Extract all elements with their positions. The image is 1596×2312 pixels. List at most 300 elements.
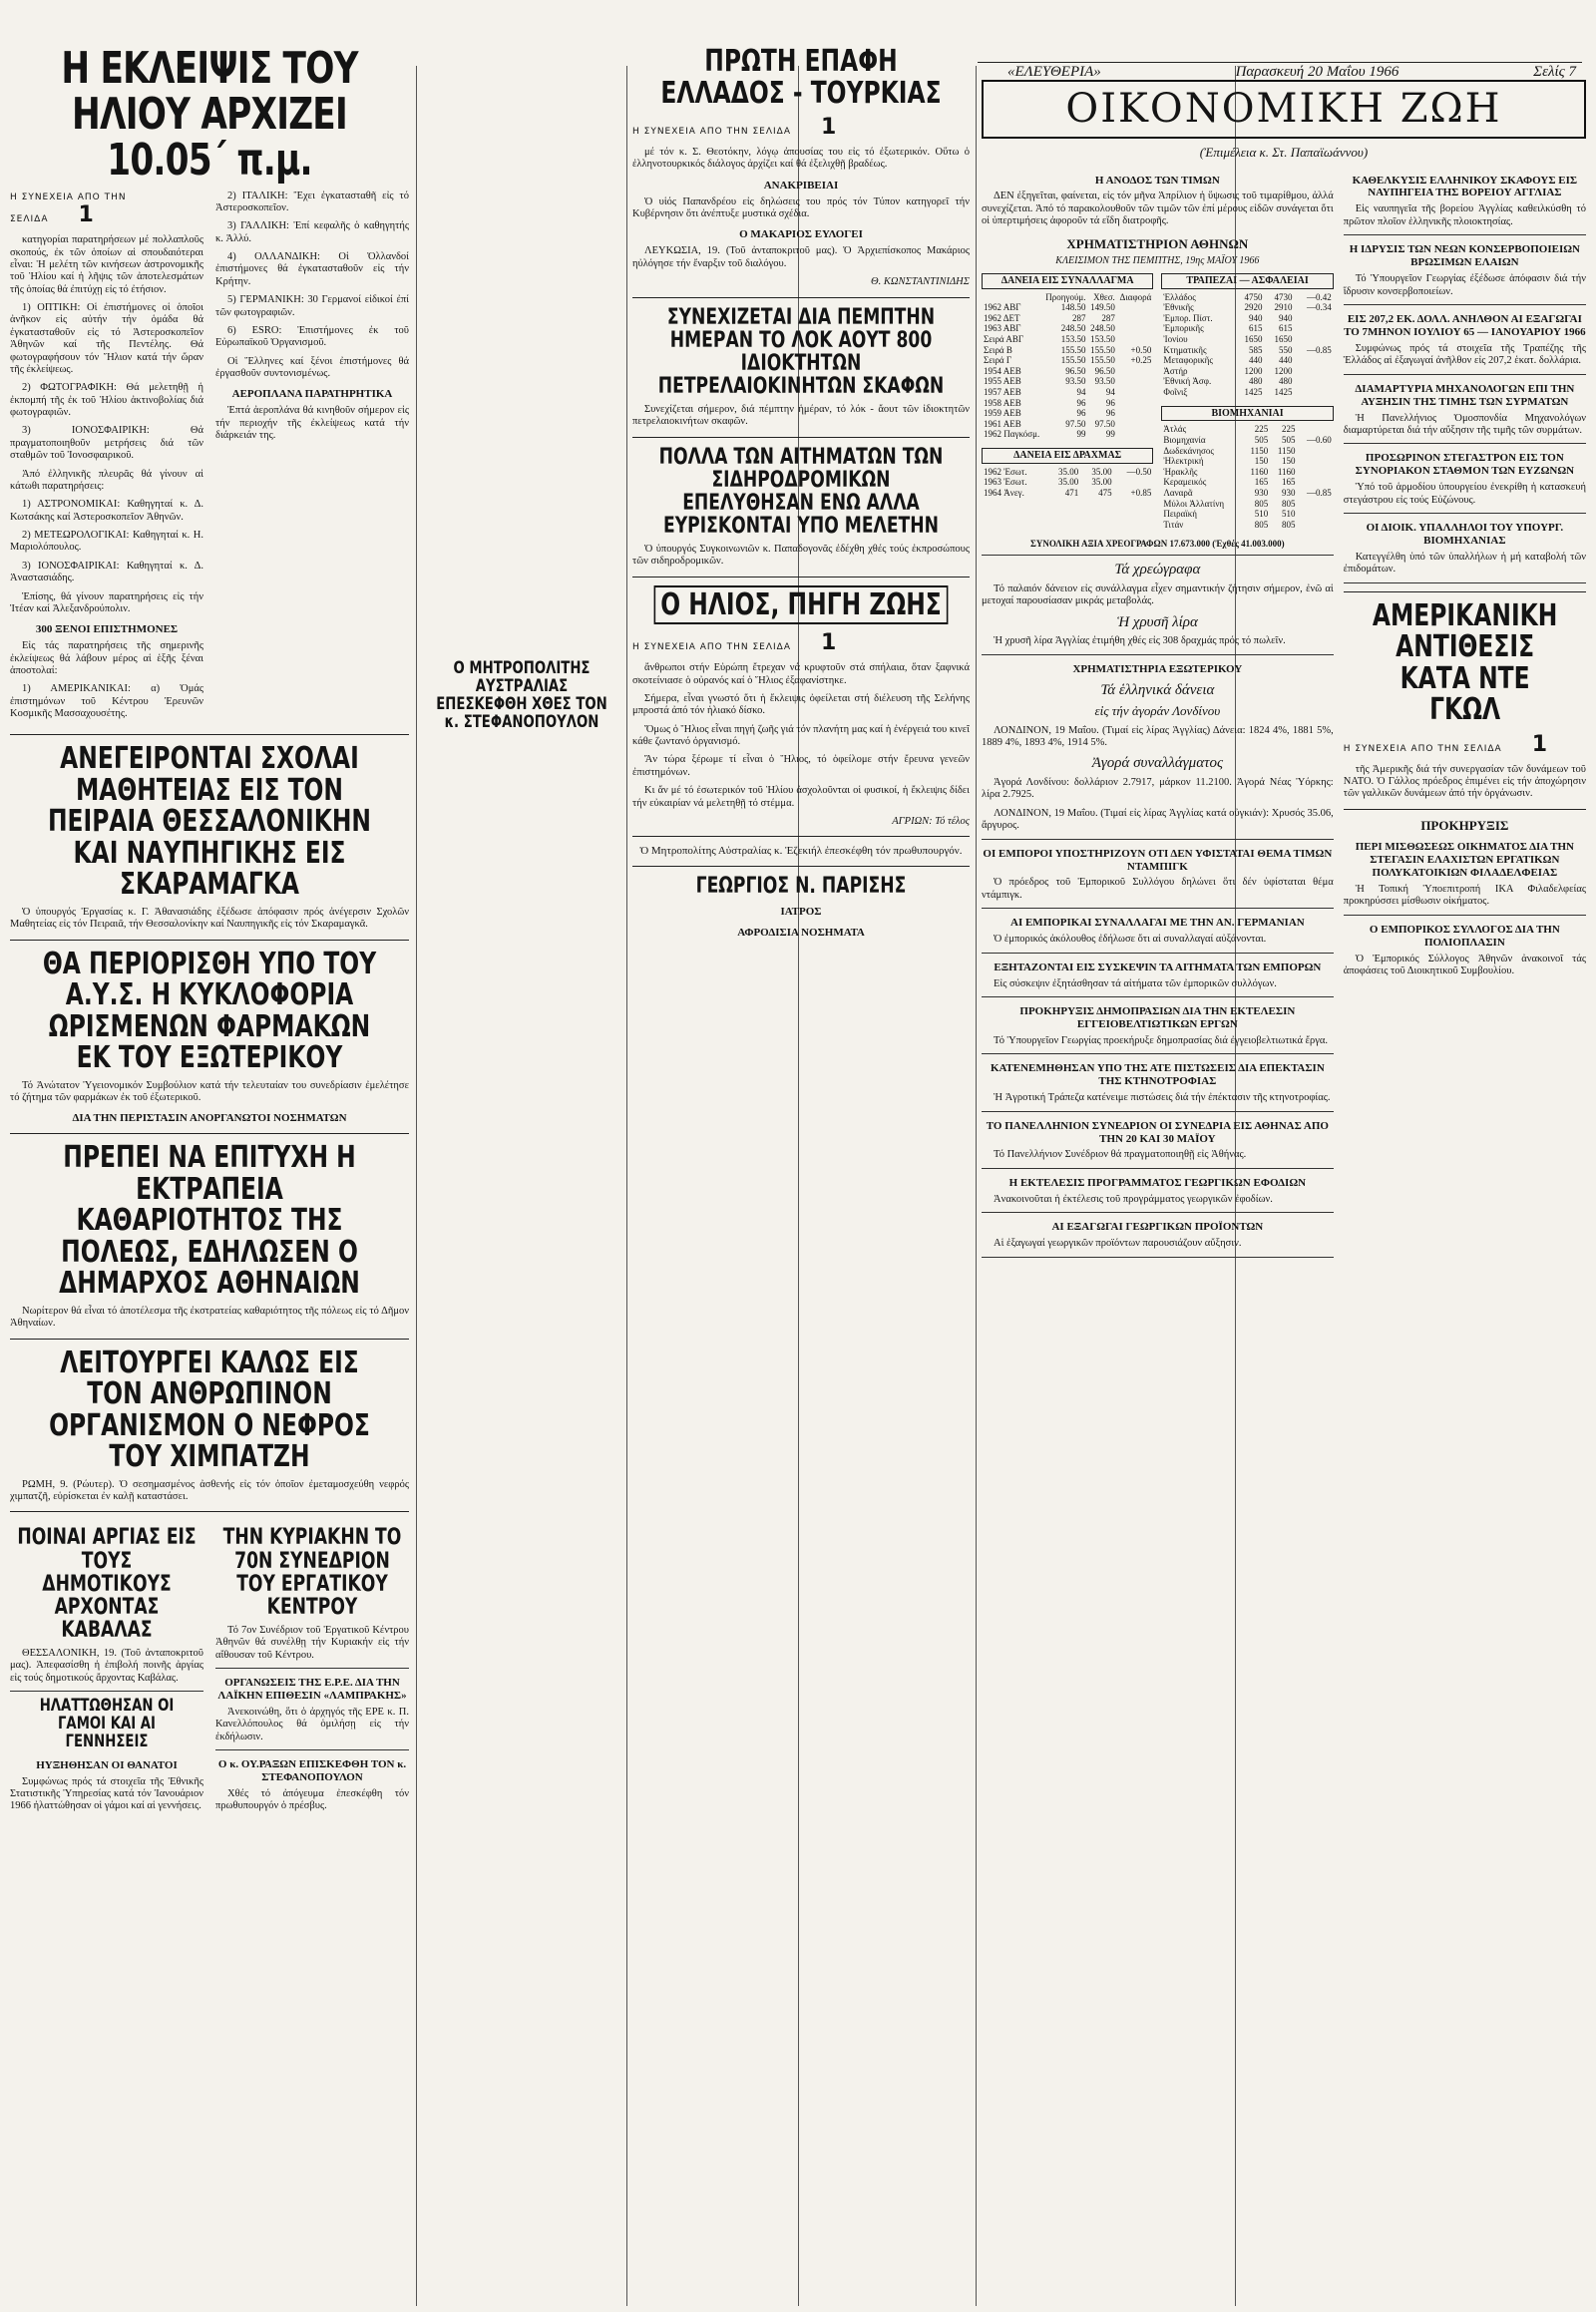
gaulle-body: τῆς Ἀμερικῆς διά τήν συνεργασίαν τῶν δυνάμεων τοῦ ΝΑΤΟ. Ὁ Γάλλος πρόεδρος ἐπιμένει εἰς τήν ἀποχώρησιν τῶν γαλλικῶν δυνάμεων ἀπό τήν ὀργάνωσιν. xyxy=(1343,763,1586,800)
table-cell-value: 155.50 xyxy=(1090,344,1115,355)
table-row xyxy=(1161,435,1333,446)
table-cell-name: Ἐθνικῆς xyxy=(1163,302,1194,313)
table-row xyxy=(982,313,1153,324)
table-cell-value xyxy=(1294,387,1333,398)
table-cell-value xyxy=(1298,520,1334,531)
paper-name: «ΕΛΕΥΘΕΡΙΑ» xyxy=(1007,64,1101,80)
economy-news-item xyxy=(982,1062,1334,1111)
eclipse-subhead: ΑΕΡΟΠΛΑΝΑ ΠΑΡΑΤΗΡΗΤΙΚΑ xyxy=(231,388,393,401)
table-cell-value: 96 xyxy=(1076,408,1086,419)
securities-body: Τό παλαιόν δάνειον εἰς συνάλλαγμα εἶχεν σημαντικήν ζήτησιν σήμερον, ἐνῶ αἱ μετοχαί παρουσίασαν μικράς μεταβολάς. xyxy=(982,582,1334,607)
table-cell-value: 805 xyxy=(1282,519,1296,530)
column-center xyxy=(632,40,970,2302)
table-cell-name: 1962 Παγκόσμ. xyxy=(984,429,1040,440)
table-cell-value: 97.50 xyxy=(1065,418,1086,429)
bourse-turnover: ΣΥΝΟΛΙΚΗ ΑΞΙΑ ΧΡΕΟΓΡΑΦΩΝ 17.673.000 (Ἐχθές 41.003.000) xyxy=(1030,538,1285,549)
table-cell-value xyxy=(1298,456,1334,467)
prices-body: ΔΕΝ ἐξηγεῖται, φαίνεται, εἰς τόν μῆνα Ἀπρίλιον ἡ ὕψωσις τοῦ τιμαρίθμου, ἀλλά συνεχίζεται. Ἀπό τό παρακολουθοῦν τῶν τιμῶν τῶν ἐπί μέρους εἰδῶν συνάγεται ὅτι οἱ ὑπερτιμήσεις ἀφοροῦν τά εἴδη διατροφῆς. xyxy=(982,191,1334,227)
cleaning-body: Νωρίτερον θά εἶναι τό ἀποτέλεσμα τῆς ἐκστρατείας καθαριότητος τῆς πόλεως εἰς τό Δῆμον Ἀθηναίων. xyxy=(10,1305,409,1330)
table-cell-value: 155.50 xyxy=(1060,344,1086,355)
table-cell-value: 1425 xyxy=(1274,387,1293,398)
table-cell-name: Ἠλεκτρική xyxy=(1163,456,1204,467)
eclipse-paragraph: Οἱ Ἕλληνες καί ξένοι ἐπιστήμονες θά ἐργασθοῦν συντονισμένως. xyxy=(215,355,409,380)
sun-paragraph: Κι ἄν μέ τό ἐσωτερικόν τοῦ Ἡλίου ἀσχολοῦνται οἱ φυσικοί, ἡ ἔκλειψις δίδει τήν εὐκαιρίαν νά μελετηθῇ τό στέμμα. xyxy=(632,785,970,809)
table-cell-value: 150 xyxy=(1282,456,1296,467)
issue-date: Παρασκευή 20 Μαΐου 1966 xyxy=(1235,64,1399,80)
eclipse-paragraph: Εἰς τάς παρατηρήσεις τῆς σημερινῆς ἐκλείψεως θά λάβουν μέρος αἱ ἑξῆς ξέναι ἀποστολαί: xyxy=(10,640,203,676)
table-cell-value: 1150 xyxy=(1250,445,1269,456)
table-cell-value: 93.50 xyxy=(1065,376,1086,387)
economy-news-headline: ΠΡΟΣΩΡΙΝΟΝ ΣΤΕΓΑΣΤΡΟΝ ΕΙΣ ΤΟΝ ΣΥΝΟΡΙΑΚΟΝ ΣΤΑΘΜΟΝ ΤΩΝ ΕΥΖΩΝΩΝ xyxy=(1355,452,1575,478)
table-cell-value: 225 xyxy=(1254,424,1269,435)
table-cell-name: Ἐμπορ. Πίστ. xyxy=(1163,312,1213,323)
table-row xyxy=(1161,334,1333,345)
table-cell-value: 96.50 xyxy=(1065,365,1086,376)
exports-body: Συμφώνως πρός τά στοιχεῖα τῆς Τραπέζης τῆς Ἑλλάδος αἱ ἐξαγωγαί ἀνῆλθον εἰς 207,2 ἑκατ. δολλάρια. xyxy=(1343,342,1586,367)
table-cell-name: 1954 ΑΕΒ xyxy=(984,365,1021,376)
turkey-subhead: ΑΝΑΚΡΙΒΕΙΑΙ xyxy=(763,179,839,192)
table-cell-name: 1962 ΔΕΤ xyxy=(984,312,1020,323)
births-headline: ΗΛΑΤΤΩΘΗΣΑΝ ΟΙ ΓΑΜΟΙ ΚΑΙ ΑΙ ΓΕΝΝΗΣΕΙΣ xyxy=(39,1696,175,1751)
table-cell-name: Πειραϊκή xyxy=(1163,509,1197,520)
table-cell-value: 150 xyxy=(1254,456,1269,467)
turkey-subhead: Ο ΜΑΚΑΡΙΟΣ ΕΥΛΟΓΕΙ xyxy=(739,228,863,241)
table-row xyxy=(1161,292,1333,303)
table-row xyxy=(982,366,1153,377)
table-row xyxy=(982,488,1153,499)
table-row xyxy=(1161,366,1333,377)
table-cell-value: 94 xyxy=(1076,387,1086,398)
table-cell-name: Σειρά Γ xyxy=(984,355,1012,366)
metropolitan-headline: Ο ΜΗΤΡΟΠΟΛΙΤΗΣ ΑΥΣΤΡΑΛΙΑΣ ΕΠΕΣΚΕΦΘΗ ΧΘΕΣ ΤΟΝ κ. ΣΤΕΦΑΝΟΠΟΥΛΟΝ xyxy=(436,658,607,732)
table-cell-value xyxy=(1294,355,1333,366)
table-cell-value: —0.50 xyxy=(1126,466,1152,477)
table-cell-value: 165 xyxy=(1282,477,1296,488)
table-cell-value: 153.50 xyxy=(1060,333,1086,344)
column-sun xyxy=(423,40,620,2302)
table-cell-name: Φοῖνιξ xyxy=(1163,387,1188,398)
table-row xyxy=(1161,345,1333,356)
table-row xyxy=(1161,509,1333,520)
turkey-headline: ΠΡΩΤΗ ΕΠΑΦΗ ΕΛΛΑΔΟΣ - ΤΟΥΡΚΙΑΣ xyxy=(660,44,942,111)
table-cell-name: 1963 ΑΒΓ xyxy=(984,323,1021,334)
table-cell-value xyxy=(1294,313,1333,324)
table-cell-name: 1962 ΑΒΓ xyxy=(984,302,1021,313)
table-cell-value xyxy=(1117,398,1154,409)
table-cell-value: 248.50 xyxy=(1090,323,1115,334)
gold-pound-title: Ἡ χρυσῆ λίρα xyxy=(1116,613,1198,630)
drugs-body: Τό Ἀνώτατον Ὑγειονομικόν Συμβούλιον κατά τήν τελευταίαν του συνεδρίασιν ἐμελέτησε τό ζήτημα τῶν φαρμάκων ἐκ τοῦ ἐξωτερικοῦ. xyxy=(10,1079,409,1104)
table-cell-value: —0.60 xyxy=(1307,435,1332,446)
london-market-subtitle: εἰς τήν ἀγοράν Λονδίνου xyxy=(1094,703,1221,719)
chimp-body: ΡΩΜΗ, 9. (Ρώυτερ). Ὁ σεσημασμένος ἀσθενής εἰς τόν ὁποῖον ἐμεταμοσχεύθη νεφρός χιμπατζῆ, εὑρίσκεται ἐν καλῇ καταστάσει. xyxy=(10,1478,409,1503)
table-cell-name: 1963 Ἐσωτ. xyxy=(984,477,1027,488)
table-cell-value xyxy=(1117,323,1154,334)
table-cell-value xyxy=(1298,509,1334,520)
table-cell-name: 1955 ΑΕΒ xyxy=(984,376,1021,387)
merchants-body: Ὁ Ἐμπορικός Σύλλογος Ἀθηνῶν ἀνακοινοῖ τάς ἀποφάσεις τοῦ Διοικητικοῦ Συμβουλίου. xyxy=(1343,953,1586,977)
economy-news-headline: ΤΟ ΠΑΝΕΛΛΗΝΙΟΝ ΣΥΝΕΔΡΙΟΝ ΟΙ ΣΥΝΕΔΡΙΑ ΕΙΣ ΑΘΗΝΑΣ ΑΠΟ ΤΗΝ 20 ΚΑΙ 30 ΜΑΪΟΥ xyxy=(986,1119,1329,1145)
table-cell-value xyxy=(1114,477,1154,488)
table-cell-value: 4750 xyxy=(1244,291,1263,302)
table-cell-value xyxy=(1294,376,1333,387)
kavala-body: ΘΕΣΣΑΛΟΝΙΚΗ, 19. (Τοῦ ἀνταποκριτοῦ μας). Ἀπεφασίσθη ἡ ἐπιβολή ποινῆς ἀργίας εἰς τούς δημοτικούς ἄρχοντας Καβάλας. xyxy=(10,1647,203,1684)
eclipse-paragraph: κατηγορίαι παρατηρήσεων μέ πολλαπλοῦς σκοπούς, ἐκ τῶν ὁποίων αἱ σπουδαιότεραι εἶναι: Ἡ μελέτη τῶν κινήσεων ἀστρονομικῆς τοῦ Ἡλίου καί ἡ λῆψις τῶν ἀποτελεσμάτων τῆς ὁποίας θά ἐπιτύχῃ εἰς τό ἐτήσιον. xyxy=(10,234,203,295)
eclipse-paragraph: 2) ΙΤΑΛΙΚΗ: Ἔχει ἐγκατασταθῆ εἰς τό Ἀστεροσκοπεῖον. xyxy=(215,190,409,213)
economy-news-headline: ΠΡΟΚΗΡΥΞΙΣ ΔΗΜΟΠΡΑΣΙΩΝ ΔΙΑ ΤΗΝ ΕΚΤΕΛΕΣΙΝ ΕΓΓΕΙΟΒΕΛΤΙΩΤΙΚΩΝ ΕΡΓΩΝ xyxy=(1019,1004,1296,1030)
table-row xyxy=(982,429,1153,440)
table-cell-value: 471 xyxy=(1064,488,1079,499)
table-cell-value: 585 xyxy=(1248,344,1263,355)
eclipse-paragraph: 3) ΙΟΝΟΣΦΑΙΡΙΚΑΙ: Καθηγηταί κ. Δ. Ἀναστασιάδης. xyxy=(10,560,203,584)
table-cell-name: Σειρά Β xyxy=(984,344,1012,355)
foreign-exchanges-title: ΧΡΗΜΑΤΙΣΤΗΡΙΑ ΕΞΩΤΕΡΙΚΟΥ xyxy=(1072,662,1243,675)
table-cell-value: 475 xyxy=(1098,488,1112,499)
fx-market-body: Ἀγορά Λονδίνου: δολλάριον 2.7917, μάρκον 11.2100. Ἀγορά Νέας Ὑόρκης: λίρα 2.7925. xyxy=(982,777,1334,801)
table-cell-name: Ἡρακλῆς xyxy=(1163,466,1198,477)
economy-news-body: Ὁ ἐμπορικός ἀκόλουθος ἐδήλωσε ὅτι αἱ συναλλαγαί αὐξάνονται. xyxy=(994,934,1267,946)
table-row xyxy=(982,323,1153,334)
eclipse-paragraph: 1) ΑΜΕΡΙΚΑΝΙΚΑΙ: α) Ὁμάς ἐπιστημόνων τοῦ Κέντρου Ἐρευνῶν Κοσμικῆς Μασσαχουσέτης. xyxy=(10,683,203,720)
doctor-name: ΓΕΩΡΓΙΟΣ Ν. ΠΑΡΙΣΗΣ xyxy=(695,874,907,900)
table-cell-value: 440 xyxy=(1278,355,1293,366)
table-cell-name: Ἑλλάδος xyxy=(1163,291,1196,302)
doctor-title: ΙΑΤΡΟΣ xyxy=(780,906,822,919)
drugs-subhead: ΔΙΑ ΤΗΝ ΠΕΡΙΣΤΑΣΙΝ ΑΝΟΡΓΑΝΩΤΟΙ ΝΟΣΗΜΑΤΩΝ xyxy=(72,1112,347,1125)
table-row xyxy=(982,408,1153,419)
industry-table xyxy=(1161,424,1333,530)
gaulle-kicker: Η ΣΥΝΕΧΕΙΑ ΑΠΟ ΤΗΝ ΣΕΛΙΔΑ 1 xyxy=(1343,731,1549,757)
students-headline: ΑΝΕΓΕΙΡΟΝΤΑΙ ΣΧΟΛΑΙ ΜΑΘΗΤΕΙΑΣ ΕΙΣ ΤΟΝ ΠΕΙΡΑΙΑ ΘΕΣΣΑΛΟΝΙΚΗΝ ΚΑΙ ΝΑΥΠΗΓΙΚΗΣ ΕΙΣ ΣΚΑΡΑΜΑΓΚΑ xyxy=(47,741,372,903)
births-subhead: ΗΥΞΗΘΗΣΑΝ ΟΙ ΘΑΝΑΤΟΙ xyxy=(36,1758,178,1771)
economy-news-body: Εἰς σύσκεψιν ἐξητάσθησαν τά αἰτήματα τῶν ἐμπορικῶν συλλόγων. xyxy=(994,977,1277,989)
table-cell-value xyxy=(1298,467,1334,478)
kavala-headline: ΠΟΙΝΑΙ ΑΡΓΙΑΣ ΕΙΣ ΤΟΥΣ ΔΗΜΟΤΙΚΟΥΣ ΑΡΧΟΝΤΑΣ ΚΑΒΑΛΑΣ xyxy=(17,1525,197,1643)
sun-author: ΑΓΡΙΩΝ: Τό τέλος xyxy=(892,815,970,827)
table-cell-name: Τιτάν xyxy=(1163,519,1184,530)
table-cell-name: Ἰονίου xyxy=(1163,333,1188,344)
eclipse-paragraph: Ἀπό ἐλληνικῆς πλευρᾶς θά γίνουν αἱ κάτωθι παρατηρήσεις: xyxy=(10,468,203,492)
table-row xyxy=(982,334,1153,345)
table-cell-value xyxy=(1298,499,1334,510)
table-cell-value: 805 xyxy=(1282,498,1296,509)
economy-news-body: Τό Πανελλήνιον Συνέδριον θά πραγματοποιηθῇ εἰς Ἀθήνας. xyxy=(994,1149,1247,1161)
column-left xyxy=(10,40,409,2302)
table-cell-value xyxy=(1117,376,1154,387)
table-cell-value: 1200 xyxy=(1274,365,1293,376)
eclipse-kicker: Η ΣΥΝΕΧΕΙΑ ΑΠΟ ΤΗΝ ΣΕΛΙΔΑ 1 xyxy=(10,192,127,228)
table-row xyxy=(982,419,1153,430)
table-row xyxy=(1161,313,1333,324)
economy-news-headline: ΚΑΤΕΝΕΜΗΘΗΣΑΝ ΥΠΟ ΤΗΣ ΑΤΕ ΠΙΣΤΩΣΕΙΣ ΔΙΑ ΕΠΕΚΤΑΣΙΝ ΤΗΣ ΚΤΗΝΟΤΡΟΦΙΑΣ xyxy=(990,1062,1325,1088)
table-cell-name: 1964 Ἀνεγ. xyxy=(984,488,1024,499)
economy-news-body: Κατεγγέλθη ὑπό τῶν ὑπαλλήλων ἡ μή καταβολή τῶν ἐπιδομάτων. xyxy=(1343,551,1586,576)
loans-table-title: ΔΑΝΕΙΑ ΕΙΣ ΣΥΝΑΛΛΑΓΜΑ xyxy=(982,273,1153,289)
table-cell-name: 1962 Ἐσωτ. xyxy=(984,466,1027,477)
sun-headline: Ο ΗΛΙΟΣ, ΠΗΓΗ ΖΩΗΣ xyxy=(654,585,949,625)
turkey-author: Θ. ΚΩΝΣΤΑΝΤΙΝΙΔΗΣ xyxy=(871,276,970,288)
table-row xyxy=(1161,520,1333,531)
ship-body: Εἰς ναυπηγεῖα τῆς βορείου Ἀγγλίας καθειλκύσθη τό πρῶτον πλοῖον ἑλληνικῆς πλοιοκτησίας. xyxy=(1343,203,1586,227)
eclipse-paragraph: 3) ΓΑΛΛΙΚΗ: Ἐπί κεφαλῆς ὁ καθηγητής κ. Ἀλλύ. xyxy=(215,220,409,244)
bourse-date: ΚΛΕΙΣΙΜΟΝ ΤΗΣ ΠΕΜΠΤΗΣ, 19ης ΜΑΪΟΥ 1966 xyxy=(1055,254,1260,266)
table-cell-value: +0.50 xyxy=(1130,344,1152,355)
table-cell-value: 149.50 xyxy=(1090,302,1115,313)
turkey-body: μέ τόν κ. Σ. Θεοτόκην, λόγῳ ἀπουσίας του εἰς τό ἐξωτερικόν. Οὕτω ὁ ἐλληνοτουρκικός διάλογος ἀρχίζει καί θά ἐξελιχθῇ βραδέως. xyxy=(632,146,970,171)
economy-news-headline: ΟΙ ΕΜΠΟΡΟΙ ΥΠΟΣΤΗΡΙΖΟΥΝ ΟΤΙ ΔΕΝ ΥΦΙΣΤΑΤΑΙ ΘΕΜΑ ΤΙΜΩΝ ΝΤΑΜΠΙΓΚ xyxy=(983,847,1333,873)
table-cell-name: Σειρά ΑΒΓ xyxy=(984,333,1024,344)
eclipse-paragraph: 4) ΟΛΛΑΝΔΙΚΗ: Οἱ Ὁλλανδοί ἐπιστήμονες θά ἐγκατασταθοῦν εἰς τήν Κρήτην. xyxy=(215,251,409,287)
economy-news-item xyxy=(982,917,1334,953)
table-cell-value: 155.50 xyxy=(1060,355,1086,366)
eclipse-paragraph: 6) ESRO: Ἐπιστήμονες ἐκ τοῦ Εὐρωπαϊκοῦ Ὀργανισμοῦ. xyxy=(215,324,409,349)
economy-news-headline: Η ΕΚΤΕΛΕΣΙΣ ΠΡΟΓΡΑΜΜΑΤΟΣ ΓΕΩΡΓΙΚΩΝ ΕΦΟΔΙΩΝ xyxy=(1008,1176,1307,1189)
table-cell-value: 615 xyxy=(1278,323,1293,334)
table-cell-value: 35.00 xyxy=(1091,466,1112,477)
table-row xyxy=(982,467,1153,478)
table-cell-value: 510 xyxy=(1282,509,1296,520)
table-cell-value: 99 xyxy=(1105,429,1115,440)
chimp-headline: ΛΕΙΤΟΥΡΓΕΙ ΚΑΛΩΣ ΕΙΣ ΤΟΝ ΑΝΘΡΩΠΙΝΟΝ ΟΡΓΑΝΙΣΜΟΝ Ο ΝΕΦΡΟΣ ΤΟΥ ΧΙΜΠΑΤΖΗ xyxy=(49,1345,370,1475)
eclipse-subhead: 300 ΞΕΝΟΙ ΕΠΙΣΤΗΜΟΝΕΣ xyxy=(35,623,179,636)
table-cell-value: 1200 xyxy=(1244,365,1263,376)
table-row xyxy=(982,387,1153,398)
labour-headline: ΤΗΝ ΚΥΡΙΑΚΗΝ ΤΟ 70Ν ΣΥΝΕΔΡΙΟΝ ΤΟΥ ΕΡΓΑΤΙΚΟΥ ΚΕΝΤΡΟΥ xyxy=(222,1525,402,1620)
table-cell-value xyxy=(1117,408,1154,419)
banks-table xyxy=(1161,292,1333,398)
eclipse-paragraph: 1) ΑΣΤΡΟΝΟΜΙΚΑΙ: Καθηγηταί κ. Δ. Κωτσάκης καί Ἀστεροσκοπεῖον Ἀθηνῶν. xyxy=(10,499,203,523)
table-cell-value: 510 xyxy=(1254,509,1269,520)
canning-headline: Η ΙΔΡΥΣΙΣ ΤΩΝ ΝΕΩΝ ΚΟΝΣΕΡΒΟΠΟΙΕΙΩΝ ΒΡΩΣΙΜΩΝ ΕΛΑΙΩΝ xyxy=(1349,243,1580,269)
london-metals-body: ΛΟΝΔΙΝΟΝ, 19 Μαΐου. (Τιμαί εἰς λίρας Ἀγγλίας κατά οὐγκιάν): Χρυσός 35.06, ἄργυρος. xyxy=(982,807,1334,832)
economy-section-title: ΟΙΚΟΝΟΜΙΚΗ ΖΩΗ xyxy=(982,80,1586,139)
railway-body: Ὁ ὑπουργός Συγκοινωνιῶν κ. Παπαδογονᾶς ἐδέχθη χθές τούς ἐκπροσώπους τῶν σιδηροδρομικῶν. xyxy=(632,544,970,568)
fx-market-title: Ἀγορά συναλλάγματος xyxy=(1091,755,1224,772)
table-cell-value: 148.50 xyxy=(1060,302,1086,313)
table-cell-value: 225 xyxy=(1282,424,1296,435)
drachma-loans-table xyxy=(982,467,1153,499)
table-cell-name: 1958 ΑΕΒ xyxy=(984,397,1021,408)
metropolitan-body: Ὁ Μητροπολίτης Αὐστραλίας κ. Ἐζεκιήλ ἐπεσκέφθη τόν πρωθυπουργόν. xyxy=(639,845,963,858)
table-cell-value xyxy=(1294,323,1333,334)
table-cell-value xyxy=(1294,366,1333,377)
table-row xyxy=(1161,387,1333,398)
economy-news-body: Ὁ πρόεδρος τοῦ Ἐμπορικοῦ Συλλόγου δηλώνει ὅτι δέν ὑφίσταται θέμα ντάμπιγκ. xyxy=(982,877,1334,901)
table-row xyxy=(1161,376,1333,387)
sun-paragraph: Ἄν τώρα ξέρωμε τί εἶναι ὁ Ἥλιος, τό ὀφείλομε στήν ἔρευνα γενεῶν ἐπιστημόνων. xyxy=(632,754,970,778)
industry-table-title: ΒΙΟΜΗΧΑΝΙΑΙ xyxy=(1161,406,1333,422)
economy-news-headline: ΔΙΑΜΑΡΤΥΡΙΑ ΜΗΧΑΝΟΛΟΓΩΝ ΕΠΙ ΤΗΝ ΑΥΞΗΣΙΝ ΤΗΣ ΤΙΜΗΣ ΤΩΝ ΣΥΡΜΑΤΩΝ xyxy=(1355,382,1575,408)
table-cell-value: —0.85 xyxy=(1307,488,1332,499)
economy-news-item xyxy=(982,848,1334,910)
table-cell-value: 96 xyxy=(1105,397,1115,408)
drachma-loans-title: ΔΑΝΕΙΑ ΕΙΣ ΔΡΑΧΜΑΣ xyxy=(982,448,1153,464)
economy-news-body: Ἡ Πανελλήνιος Ὁμοσπονδία Μηχανολόγων διαμαρτύρεται διά τήν αὔξησιν τῆς τιμῆς τῶν συρμάτων. xyxy=(1343,412,1586,436)
canning-body: Τό Ὑπουργεῖον Γεωργίας ἐξέδωσε ἀπόφασιν διά τήν ἵδρυσιν κονσερβοποιείων. xyxy=(1343,273,1586,297)
greek-loans-title: Τά ἑλληνικά δάνεια xyxy=(1100,681,1215,698)
epe-headline: ΟΡΓΑΝΩΣΕΙΣ ΤΗΣ Ε.Ρ.Ε. ΔΙΑ ΤΗΝ ΛΑΪΚΗΝ ΕΠΙΘΕΣΙΝ «ΛΑΜΠΡΑΚΗΣ» xyxy=(217,1676,407,1702)
strike-body: Συνεχίζεται σήμερον, διά πέμπτην ἡμέραν, τό λόκ - ἄουτ τῶν ἰδιοκτητῶν πετρελαιοκινήτων σκαφῶν. xyxy=(632,403,970,428)
economy-news-item xyxy=(982,1221,1334,1257)
table-cell-value: 805 xyxy=(1254,519,1269,530)
table-cell-value: 615 xyxy=(1248,323,1263,334)
table-cell-value xyxy=(1117,302,1154,313)
table-cell-value: 1650 xyxy=(1274,333,1293,344)
table-cell-value xyxy=(1117,313,1154,324)
table-cell-value: 505 xyxy=(1254,435,1269,446)
table-cell-value: 287 xyxy=(1101,312,1115,323)
eclipse-paragraph: 1) ΟΠΤΙΚΗ: Οἱ ἐπιστήμονες οἱ ὁποῖοι ἀνῆκον εἰς αὐτήν τήν ὁμάδα θά ἐγκατασταθοῦν εἰς τό Ἀστεροσκοπεῖον Ἀθηνῶν καί τῆς Πεντέλης. Θά φωτογραφήσουν τόν Ἥλιον κατά τήν ὥραν τῆς ἐκλείψεως. xyxy=(10,302,203,375)
loans-table xyxy=(982,292,1153,441)
table-cell-value: 97.50 xyxy=(1094,418,1115,429)
table-cell-name: 1957 ΑΕΒ xyxy=(984,387,1021,398)
gaulle-headline: ΑΜΕΡΙΚΑΝΙΚΗ ΑΝΤΙΘΕΣΙΣ ΚΑΤΑ ΝΤΕ ΓΚΩΛ xyxy=(1372,597,1558,728)
table-cell-value: 940 xyxy=(1278,312,1293,323)
table-cell-value xyxy=(1298,446,1334,457)
table-cell-value: —0.85 xyxy=(1307,344,1332,355)
table-row xyxy=(1161,456,1333,467)
table-cell-value: 930 xyxy=(1282,488,1296,499)
economy-news-item xyxy=(1344,383,1586,445)
column-economy xyxy=(982,72,1586,2302)
table-cell-value: 440 xyxy=(1248,355,1263,366)
table-cell-value: 96 xyxy=(1076,397,1086,408)
turkey-body: Ὁ υἱός Παπανδρέου εἰς δηλώσεις του πρός τόν Τύπον κατηγορεῖ τήν Κυβέρνησιν ὅτι ἀνέπτυξε μυστικά σχέδια. xyxy=(632,195,970,220)
table-cell-value: 155.50 xyxy=(1090,355,1115,366)
table-cell-name: Λαναρᾶ xyxy=(1163,488,1193,499)
table-row xyxy=(1161,323,1333,334)
table-cell-value xyxy=(1117,429,1154,440)
table-cell-value: 248.50 xyxy=(1060,323,1086,334)
table-cell-value: 287 xyxy=(1072,312,1086,323)
eclipse-paragraph: 2) ΦΩΤΟΓΡΑΦΙΚΗ: Θά μελετηθῇ ἡ ἐκπομπή τῆς ἐκ τοῦ Ἡλίου ἀκτινοβολίας διά φωτογραφιῶν. xyxy=(10,382,203,418)
table-row xyxy=(1161,302,1333,313)
table-cell-value: 35.00 xyxy=(1057,466,1079,477)
table-cell-value xyxy=(1298,477,1334,488)
table-cell-value: 805 xyxy=(1254,498,1269,509)
table-cell-value: 1160 xyxy=(1277,466,1296,477)
table-cell-value: 99 xyxy=(1076,429,1086,440)
table-row xyxy=(1161,467,1333,478)
table-cell-value: 930 xyxy=(1254,488,1269,499)
economy-editor: (Ἐπιμέλεια κ. Στ. Παπαϊωάννου) xyxy=(1199,145,1369,161)
labour-body: Τό 7ον Συνέδριον τοῦ Ἐργατικοῦ Κέντρου Ἀθηνῶν θά συνέλθῃ τήν Κυριακήν εἰς τήν αἴθουσαν τοῦ Κέντρου. xyxy=(215,1624,409,1661)
merchants-headline: Ο ΕΜΠΟΡΙΚΟΣ ΣΥΛΛΟΓΟΣ ΔΙΑ ΤΗΝ ΠΟΛΙΟΠΛΑΣΙΝ xyxy=(1369,923,1560,949)
table-row xyxy=(982,376,1153,387)
table-cell-value: —0.42 xyxy=(1307,291,1332,302)
table-cell-name: Βιομηχανία xyxy=(1163,435,1206,446)
table-cell-value: 1160 xyxy=(1250,466,1269,477)
table-cell-value: 1150 xyxy=(1277,445,1296,456)
table-cell-value: 93.50 xyxy=(1094,376,1115,387)
table-row xyxy=(1161,355,1333,366)
doctor-specialty: ΑΦΡΟΔΙΣΙΑ ΝΟΣΗΜΑΤΑ xyxy=(737,927,865,940)
sun-paragraph: Ὅμως ὁ Ἥλιος εἶναι πηγή ζωῆς γιά τόν πλανήτη μας καί ἡ ἐνέργειά του κινεῖ κάθε ζωντανό ὀργανισμό. xyxy=(632,723,970,748)
economy-news-item xyxy=(1344,452,1586,514)
gold-pound-body: Ἡ χρυσῆ λίρα Ἀγγλίας ἐτιμήθη χθές εἰς 308 δραχμάς πρός τό πωλεῖν. xyxy=(994,635,1286,647)
table-cell-name: 1959 ΑΕΒ xyxy=(984,408,1021,419)
sun-kicker: Η ΣΥΝΕΧΕΙΑ ΑΠΟ ΤΗΝ ΣΕΛΙΔΑ 1 xyxy=(632,630,838,656)
turkey-kicker: Η ΣΥΝΕΧΕΙΑ ΑΠΟ ΤΗΝ ΣΕΛΙΔΑ 1 xyxy=(632,115,838,140)
cleaning-headline: ΠΡΕΠΕΙ ΝΑ ΕΠΙΤΥΧΗ Η ΕΚΤΡΑΠΕΙΑ ΚΑΘΑΡΙΟΤΗΤΟΣ ΤΗΣ ΠΟΛΕΩΣ, ΕΔΗΛΩΣΕΝ Ο ΔΗΜΑΡΧΟΣ ΑΘΗΝΑΙΩΝ xyxy=(59,1140,360,1302)
prices-headline: Η ΑΝΟΔΟΣ ΤΩΝ ΤΙΜΩΝ xyxy=(1094,174,1220,187)
epe-body: Ἀνεκοινώθη, ὅτι ὁ ἀρχηγός τῆς ΕΡΕ κ. Π. Κανελλόπουλος θά ὁμιλήσῃ εἰς τήν ἐκδήλωσιν. xyxy=(215,1706,409,1742)
table-cell-value: 550 xyxy=(1278,344,1293,355)
ship-headline: ΚΑΘΕΛΚΥΣΙΣ ΕΛΛΗΝΙΚΟΥ ΣΚΑΦΟΥΣ ΕΙΣ ΝΑΥΠΗΓΕΙΑ ΤΗΣ ΒΟΡΕΙΟΥ ΑΓΓΛΙΑΣ xyxy=(1352,174,1578,199)
table-cell-value xyxy=(1294,334,1333,345)
table-cell-value xyxy=(1117,387,1154,398)
table-cell-name: Ἐμπορικῆς xyxy=(1163,323,1204,334)
strike-headline: ΣΥΝΕΧΙΖΕΤΑΙ ΔΙΑ ΠΕΜΠΤΗΝ ΗΜΕΡΑΝ ΤΟ ΛΟΚ ΑΟΥΤ 800 ΙΔΙΟΚΤΗΤΩΝ ΠΕΤΡΕΛΑΙΟΚΙΝΗΤΩΝ ΣΚΑΦΩΝ xyxy=(657,304,945,399)
sun-paragraph: Σήμερα, εἶναι γνωστό ὅτι ἡ ἔκλειψις ὀφείλεται στή διέλευση τῆς Σελήνης μπροστά ἀπό τόν ἡλιακό δίσκο. xyxy=(632,692,970,717)
table-cell-value: 96 xyxy=(1105,408,1115,419)
economy-news-headline: ΟΙ ΔΙΟΙΚ. ΥΠΑΛΛΗΛΟΙ ΤΟΥ ΥΠΟΥΡΓ. ΒΙΟΜΗΧΑΝΙΑΣ xyxy=(1366,521,1564,547)
table-cell-name: Μεταφορικῆς xyxy=(1163,355,1213,366)
table-cell-name: Ἐθνική Ἀσφ. xyxy=(1163,376,1212,387)
table-row xyxy=(982,477,1153,488)
table-cell-value: 94 xyxy=(1105,387,1115,398)
table-cell-value: 165 xyxy=(1254,477,1269,488)
table-cell-value: —0.34 xyxy=(1307,302,1332,313)
decree-subtitle: ΠΕΡΙ ΜΙΣΘΩΣΕΩΣ ΟΙΚΗΜΑΤΟΣ ΔΙΑ ΤΗΝ ΣΤΕΓΑΣΙΝ ΕΛΑΧΙΣΤΩΝ ΕΡΓΑΤΙΚΩΝ ΠΟΛΥΚΑΤΟΙΚΙΩΝ ΦΙΛΑΔΕΛΦΕΙΑΣ xyxy=(1355,841,1574,879)
eclipse-paragraph: 2) ΜΕΤΕΩΡΟΛΟΓΙΚΑΙ: Καθηγηταί κ. Η. Μαριολόπουλος. xyxy=(10,530,203,554)
eclipse-headline: Η ΕΚΛΕΙΨΙΣ ΤΟΥ ΗΛΙΟΥ ΑΡΧΙΖΕΙ 10.05΄ π.μ. xyxy=(61,43,358,187)
table-cell-value: 153.50 xyxy=(1090,333,1115,344)
table-cell-value xyxy=(1117,419,1154,430)
table-row xyxy=(982,345,1153,356)
economy-news-item xyxy=(1344,522,1586,583)
economy-news-headline: ΕΞΗΤΑΖΟΝΤΑΙ ΕΙΣ ΣΥΣΚΕΨΙΝ ΤΑ ΑΙΤΗΜΑΤΑ ΤΩΝ ΕΜΠΟΡΩΝ xyxy=(994,961,1322,973)
economy-news-item xyxy=(982,1120,1334,1169)
table-cell-value: 480 xyxy=(1278,376,1293,387)
table-cell-value: 35.00 xyxy=(1091,477,1112,488)
economy-news-body: Τό Ὑπουργεῖον Γεωργίας προεκήρυξε δημοπρασίας διά ἐγγειοβελτιωτικά ἔργα. xyxy=(994,1034,1329,1046)
table-row xyxy=(1161,499,1333,510)
table-cell-value: +0.25 xyxy=(1130,355,1152,366)
table-row xyxy=(982,355,1153,366)
table-cell-value xyxy=(1298,424,1334,435)
table-cell-name: Μύλοι Ἀλλατίνη xyxy=(1163,498,1225,509)
table-cell-name: Ἀτλάς xyxy=(1163,424,1187,435)
table-cell-value: 940 xyxy=(1248,312,1263,323)
railway-headline: ΠΟΛΛΑ ΤΩΝ ΑΙΤΗΜΑΤΩΝ ΤΩΝ ΣΙΔΗΡΟΔΡΟΜΙΚΩΝ ΕΠΕΛΥΘΗΣΑΝ ΕΝΩ ΑΛΛΑ ΕΥΡΙΣΚΟΝΤΑΙ ΥΠΟ ΜΕΛΕΤΗΝ xyxy=(658,444,944,539)
ambassador-headline: Ο κ. ΟΥ.ΡΑΞΩΝ ΕΠΙΣΚΕΦΘΗ ΤΟΝ κ. ΣΤΕΦΑΝΟΠΟΥΛΟΝ xyxy=(217,1758,407,1783)
decree-body: Ἡ Τοπική Ὑποεπιτροπή ΙΚΑ Φιλαδελφείας προκηρύσσει μίσθωσιν οἰκήματος. xyxy=(1343,883,1586,908)
table-cell-value: 1425 xyxy=(1244,387,1263,398)
table-row xyxy=(1161,446,1333,457)
students-body: Ὁ ὑπουργός Ἐργασίας κ. Γ. Ἀθανασιάδης ἐξέδωσε ἀπόφασιν πρός ἀνέγερσιν Σχολῶν Μαθητείας εἰς τόν Πειραιᾶ, τήν Θεσσαλονίκην καί Ναυπηγικῆς εἰς τόν Σκαραμαγκᾶ. xyxy=(10,906,409,931)
table-cell-name: Κτηματικῆς xyxy=(1163,344,1207,355)
ambassador-body: Χθές τό ἀπόγευμα ἐπεσκέφθη τόν πρωθυπουργόν ὁ πρέσβυς. xyxy=(215,1787,409,1812)
page-number: Σελίς 7 xyxy=(1533,64,1576,80)
economy-news-headline: ΑΙ ΕΜΠΟΡΙΚΑΙ ΣΥΝΑΛΛΑΓΑΙ ΜΕ ΤΗΝ ΑΝ. ΓΕΡΜΑΝΙΑΝ xyxy=(1010,917,1305,930)
economy-news-body: Αἱ ἐξαγωγαί γεωργικῶν προϊόντων παρουσιάζουν αὔξησιν. xyxy=(994,1238,1242,1250)
foreign-loans-body: ΛΟΝΔΙΝΟΝ, 19 Μαΐου. (Τιμαί εἰς λίρας Ἀγγλίας) Δάνεια: 1824 4%, 1881 5%, 1889 4%, 1893 4%, 1914 5%. xyxy=(982,724,1334,748)
table-cell-value: 35.00 xyxy=(1057,477,1079,488)
securities-title: Τά χρεώγραφα xyxy=(1114,562,1201,578)
table-row xyxy=(982,302,1153,313)
table-cell-value xyxy=(1117,366,1154,377)
table-cell-name: Κεραμεικός xyxy=(1163,477,1207,488)
table-cell-value: 1650 xyxy=(1244,333,1263,344)
table-cell-name: Ἀστήρ xyxy=(1163,365,1188,376)
table-cell-value: 2910 xyxy=(1274,302,1293,313)
table-row xyxy=(982,398,1153,409)
table-header-row: Προηγούμ. Χθεσ. Διαφορά xyxy=(1045,291,1152,302)
eclipse-paragraph: 3) ΙΟΝΟΣΦΑΙΡΙΚΗ: Θά πραγματοποιηθοῦν μετρήσεις διά τῶν σταθμῶν τοῦ Ἰονοσφαιρικοῦ. xyxy=(10,425,203,462)
eclipse-paragraph: Ἐπτά ἀεροπλάνα θά κινηθοῦν σήμερον εἰς τήν περιοχήν τῆς ἐκλείψεως κατά τήν διάρκειάν της. xyxy=(215,405,409,442)
table-row xyxy=(1161,424,1333,435)
